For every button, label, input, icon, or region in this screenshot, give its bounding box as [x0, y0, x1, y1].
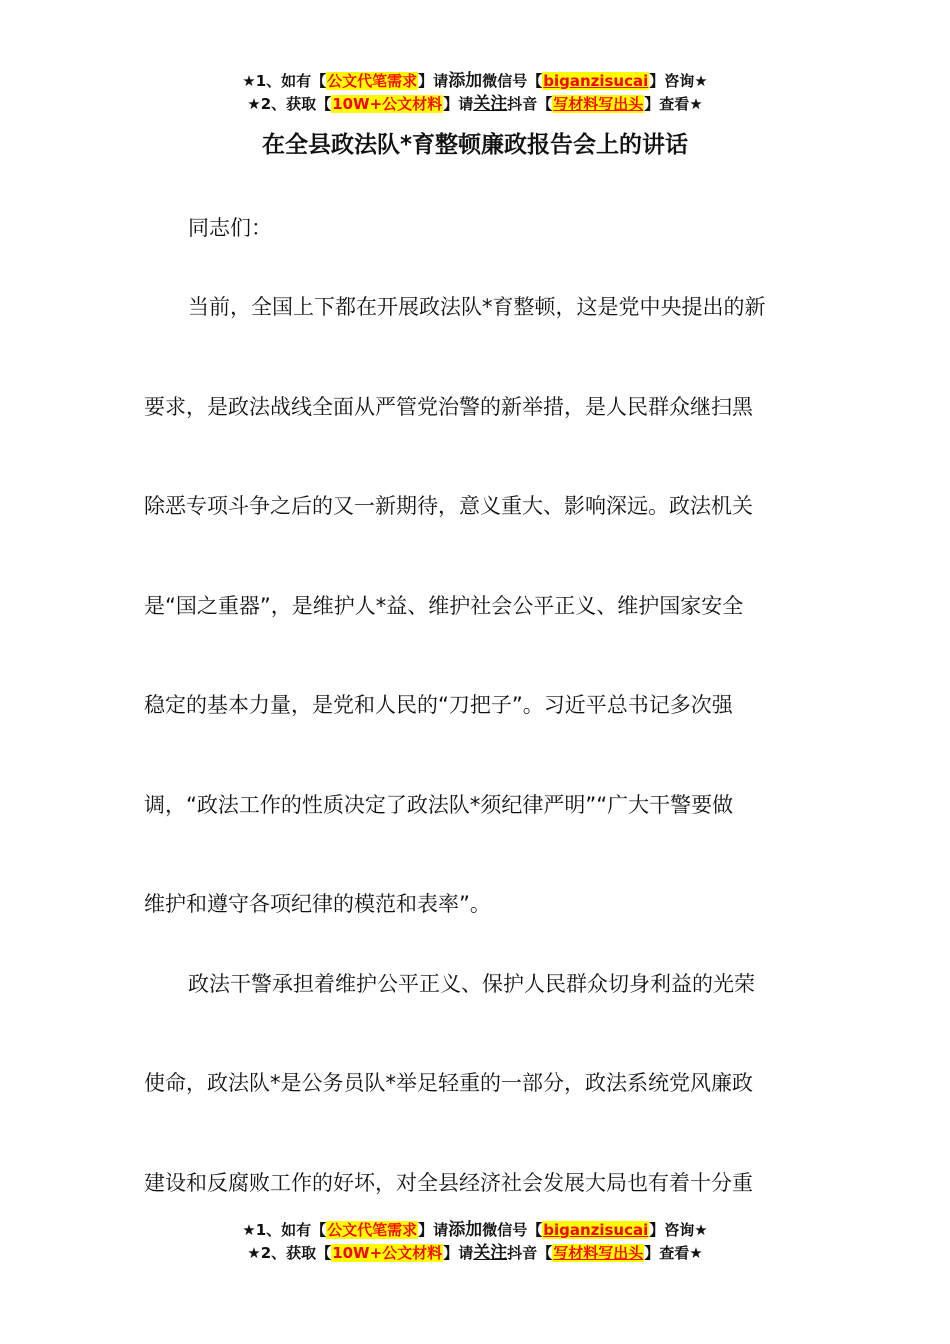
- paragraph-line: 稳定的基本力量，是党和人民的“刀把子”。习近平总书记多次强: [144, 693, 733, 717]
- promo-text: ★1、如有【: [242, 1221, 327, 1239]
- paragraph-line: 除恶专项斗争之后的又一新期待，意义重大、影响深远。政法机关: [144, 494, 753, 518]
- douyin-account-link[interactable]: 写材料写出头: [553, 95, 644, 113]
- highlight-materials: 10W+公文材料: [332, 95, 443, 113]
- promo-text: 】请: [418, 72, 449, 90]
- paragraph-line: 使命，政法队*是公务员队*举足轻重的一部分，政法系统党风廉政: [144, 1071, 753, 1095]
- promo-text: 】查看★: [644, 1244, 703, 1262]
- footer-promo-line-1: [0, 1220, 950, 1240]
- promo-emphasis: 关注: [473, 94, 508, 114]
- promo-text: 】咨询★: [649, 1221, 708, 1239]
- promo-text: ★2、获取【: [247, 1244, 332, 1262]
- header-promo-line-1: [0, 71, 950, 91]
- highlight-service: 公文代笔需求: [327, 1221, 418, 1239]
- highlight-materials: 10W+公文材料: [332, 1244, 443, 1262]
- promo-text: 微信号【: [482, 72, 543, 90]
- promo-text: 抖音【: [507, 95, 553, 113]
- paragraph-line: 是“国之重器”，是维护人*益、维护社会公平正义、维护国家安全: [144, 594, 744, 618]
- header-promo-line-2: [0, 94, 950, 114]
- paragraph-line: 调，“政法工作的性质决定了政法队*须纪律严明”“广大干警要做: [144, 793, 734, 817]
- promo-emphasis: 关注: [473, 1243, 508, 1263]
- promo-text: 抖音【: [507, 1244, 553, 1262]
- paragraph-line: 建设和反腐败工作的好坏，对全县经济社会发展大局也有着十分重: [144, 1171, 753, 1195]
- highlight-service: 公文代笔需求: [327, 72, 418, 90]
- promo-text: ★2、获取【: [247, 95, 332, 113]
- promo-text: 】请: [443, 95, 474, 113]
- footer-promo-line-2: [0, 1243, 950, 1263]
- document-title: 在全县政法队*育整顿廉政报告会上的讲话: [261, 132, 689, 158]
- paragraph-line: 要求，是政法战线全面从严管党治警的新举措，是人民群众继扫黑: [144, 395, 753, 419]
- wechat-id-link[interactable]: biganzisucai: [543, 1221, 649, 1239]
- paragraph-line: 当前，全国上下都在开展政法队*育整顿，这是党中央提出的新: [188, 295, 766, 319]
- promo-emphasis: 添加: [448, 71, 483, 91]
- promo-text: ★1、如有【: [242, 72, 327, 90]
- paragraph-line: 维护和遵守各项纪律的模范和表率”。: [144, 892, 491, 916]
- wechat-id-link[interactable]: biganzisucai: [543, 72, 649, 90]
- promo-text: 】查看★: [644, 95, 703, 113]
- promo-text: 】请: [418, 1221, 449, 1239]
- paragraph-line: 政法干警承担着维护公平正义、保护人民群众切身利益的光荣: [188, 972, 755, 996]
- promo-text: 微信号【: [482, 1221, 543, 1239]
- promo-text: 】请: [443, 1244, 474, 1262]
- promo-emphasis: 添加: [448, 1220, 483, 1240]
- douyin-account-link[interactable]: 写材料写出头: [553, 1244, 644, 1262]
- salutation: 同志们：: [188, 216, 272, 240]
- promo-text: 】咨询★: [649, 72, 708, 90]
